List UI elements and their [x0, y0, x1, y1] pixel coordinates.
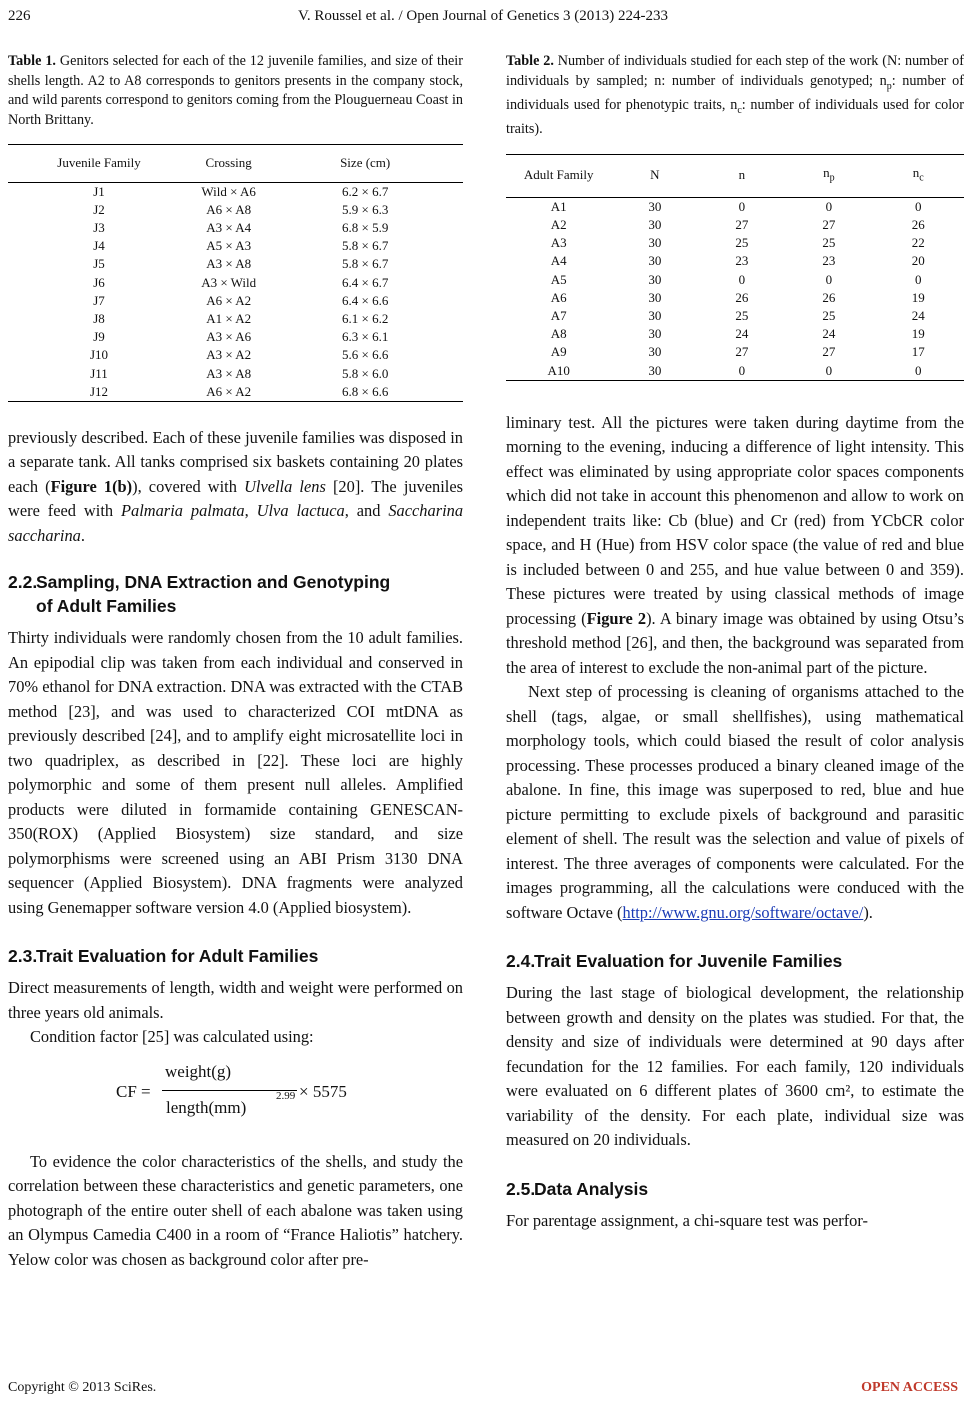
table2-label: Table 2.: [506, 53, 554, 69]
section-heading: 2.3.Trait Evaluation for Adult Families: [8, 946, 319, 967]
table-cell: A9: [550, 344, 567, 360]
table-cell: A4: [550, 253, 567, 269]
table1-header: Juvenile Family: [8, 145, 190, 183]
table-cell: 6.2 × 6.7: [342, 183, 389, 199]
table-cell: J9: [93, 329, 105, 345]
table-cell: A3 × A6: [206, 329, 252, 345]
table2-header: $n_c$: [872, 154, 964, 197]
table-row: [506, 343, 964, 361]
table-cell: 19: [911, 326, 925, 342]
table-cell: J5: [93, 256, 105, 272]
table-cell: 0: [738, 271, 746, 287]
left-column: [8, 52, 463, 1272]
open-access-label: OPEN ACCESS: [861, 1380, 958, 1395]
table-cell: A2: [550, 216, 567, 232]
table-cell: A6: [550, 289, 567, 305]
table-row: [506, 271, 964, 289]
table-cell: 26: [822, 289, 836, 305]
table-cell: 0: [825, 198, 833, 214]
right-column: [506, 52, 964, 1233]
table-cell: A3 × A4: [206, 219, 252, 235]
table-cell: A10: [506, 362, 611, 381]
table-cell: J6: [93, 274, 105, 290]
table-cell: 0: [914, 198, 922, 214]
table-row: [8, 201, 463, 219]
table-cell: J10: [89, 347, 109, 363]
running-header: [0, 8, 966, 30]
table2-header: Adult Family: [506, 154, 611, 197]
table-cell: A1 × A2: [206, 310, 252, 326]
table-cell: 30: [648, 271, 662, 287]
table-row: [8, 237, 463, 255]
table-cell: 6.8 × 6.6: [267, 383, 463, 402]
table-cell: J11: [90, 365, 108, 381]
table-cell: 30: [648, 307, 662, 323]
table-cell: J3: [93, 219, 105, 235]
page-number: 226: [8, 8, 31, 24]
table-cell: J2: [93, 201, 105, 217]
table-row: [8, 383, 463, 402]
table-row: [506, 216, 964, 234]
table-cell: J1: [93, 183, 105, 199]
table-cell: 0: [825, 271, 833, 287]
table-row: [506, 252, 964, 270]
table-row: [506, 307, 964, 325]
table1: [8, 144, 463, 402]
table1-label: Table 1.: [8, 53, 56, 69]
table-cell: A6 × A8: [206, 201, 252, 217]
table-cell: 24: [735, 326, 749, 342]
table-cell: 27: [735, 216, 749, 232]
table-cell: A3 × A2: [206, 347, 252, 363]
table-cell: A5: [550, 271, 567, 287]
paragraph: For parentage assignment, a chi-square test was perfor-: [506, 1210, 868, 1230]
table-cell: 22: [911, 235, 925, 251]
table-cell: 5.8 × 6.0: [342, 365, 389, 381]
table-cell: A3 × A8: [206, 256, 252, 272]
paragraph: Thirty individuals were randomly chosen from the 10 adult families. An epipodial clip was taken from each individual and conserved in 70% ethanol for DNA extraction. DNA was extracted with the CTAB method [23], and was used to characterized COI mtDNA as previously described [24], and to amplify eight microsatellite loci in two quadriplex, as described in [22]. These loci are highly polymorphic and some of them present null alleles. Amplified products were diluted in formamide containing GENESCAN-350(ROX) (Applied Biosystem) size standard, and size polymorphisms were screened using an ABI Prism 3130 DNA sequencer (Applied Biosystem). DNA fragments were analyzed using Genemapper software version 4.0 (Applied biosystem).: [8, 628, 463, 917]
table-cell: 30: [648, 326, 662, 342]
table2: [506, 154, 964, 381]
table-cell: 20: [911, 253, 925, 269]
table-row: [506, 197, 964, 216]
table-cell: 26: [911, 216, 925, 232]
table-cell: 19: [911, 289, 925, 305]
table-cell: 6.8 × 5.9: [342, 219, 389, 235]
table1-header: Size (cm): [267, 145, 463, 183]
table-cell: A7: [550, 307, 567, 323]
section-heading: 2.2.Sampling, DNA Extraction and Genotyping of Adult Families: [8, 572, 391, 617]
table-cell: 0: [738, 198, 746, 214]
table-cell: 30: [611, 362, 698, 381]
table2-caption: Table 2. Number of individuals studied for each step of the work (N: number of individuals by sampled; n: number of individuals genotyped; $n_p$: number of individuals used for phenotypic traits, $n_c$: number of individuals used for color traits).: [506, 53, 964, 138]
table1-header: Crossing: [190, 145, 267, 183]
table-row: [8, 292, 463, 310]
table-cell: A5 × A3: [206, 238, 252, 254]
octave-link[interactable]: http://www.gnu.org/software/octave/: [622, 902, 864, 922]
table-cell: 27: [735, 344, 749, 360]
paragraph: Direct measurements of length, width and weight were performed on three years old animals.: [8, 978, 463, 1022]
table-cell: 24: [911, 307, 925, 323]
table-cell: 0: [914, 271, 922, 287]
table-cell: 23: [822, 253, 836, 269]
paragraph: Condition factor [25] was calculated using:: [30, 1027, 314, 1047]
condition-factor-equation: CF = weight(g) length(mm) 2.99 × 5575: [116, 1061, 347, 1117]
table-cell: 25: [735, 307, 749, 323]
table-cell: 17: [911, 344, 925, 360]
table-row: [506, 325, 964, 343]
section-heading: 2.4.Trait Evaluation for Juvenile Families: [506, 951, 843, 972]
table-cell: 6.4 × 6.6: [342, 292, 389, 308]
table-cell: 25: [735, 235, 749, 251]
table-cell: A6 × A2: [206, 292, 252, 308]
table-cell: A1: [550, 198, 567, 214]
table-row: [8, 328, 463, 346]
table-cell: A3 × A8: [206, 365, 252, 381]
table-row: [8, 274, 463, 292]
table-cell: 27: [822, 216, 836, 232]
table-cell: 6.4 × 6.7: [342, 274, 389, 290]
table-cell: 30: [648, 344, 662, 360]
table-cell: J4: [93, 238, 105, 254]
table-cell: 23: [735, 253, 749, 269]
table-cell: 5.8 × 6.7: [342, 256, 389, 272]
table-cell: 0: [698, 362, 785, 381]
table-cell: 0: [872, 362, 964, 381]
paragraph: Next step of processing is cleaning of organisms attached to the shell (tags, algae, or small shellfishes), using mathematical morphology tools, which could biased the result of color analysis processing. These processes produced a binary cleaned image of the abalone. In fine, this image was superposed to red, blue and hue picture permitting to exclude pixels of background and parasitic element of shell. The result was the selection and value of pixels of interest. The three averages of components were calculated. For the images programming, all the calculations were conduced with the software Octave (http://www.gnu.org/software/octave/).: [506, 682, 964, 922]
table-row: [8, 219, 463, 237]
table-row: [506, 362, 964, 381]
table-cell: J7: [93, 292, 105, 308]
table-cell: 5.6 × 6.6: [342, 347, 389, 363]
paragraph: previously described. Each of these juvenile families was disposed in a separate tank. All tanks comprised six baskets containing 20 plates each (Figure 1(b)), covered with Ulvella lens [20]. The juveniles were feed with Palmaria palmata, Ulva lactuca, and Saccharina saccharina.: [8, 427, 464, 545]
section-heading: 2.5.Data Analysis: [506, 1178, 649, 1199]
table2-header: n: [698, 154, 785, 197]
table-cell: 6.3 × 6.1: [342, 329, 389, 345]
table-row: [8, 365, 463, 383]
table-cell: J12: [8, 383, 190, 402]
table-cell: 0: [785, 362, 872, 381]
table1-caption-text: Genitors selected for each of the 12 juvenile families, and size of their shells length. A2 to A8 corresponds to genitors presents in the company stock, and wild parents correspond to genitors coming from the Plouguerneau Coast in North Brittany.: [8, 53, 463, 128]
table-cell: 26: [735, 289, 749, 305]
table-row: [506, 234, 964, 252]
table-cell: A6 × A2: [190, 383, 267, 402]
table-cell: 30: [648, 235, 662, 251]
table-cell: A3 × Wild: [201, 274, 257, 290]
table-row: [8, 310, 463, 328]
table-cell: A3: [550, 235, 567, 251]
table2-header: $n_p$: [785, 154, 872, 197]
table-cell: 30: [648, 198, 662, 214]
table-row: [8, 346, 463, 364]
table-cell: 24: [822, 326, 836, 342]
paragraph: To evidence the color characteristics of the shells, and study the correlation between these characteristics and genetic parameters, one photograph of the entire outer shell of each abalone was taken using an Olympus Camedia C400 in a room of “France Haliotis” hatchery. Yelow color was chosen as background color after pre-: [8, 1151, 463, 1269]
table1-caption: [8, 52, 463, 130]
table-cell: 25: [822, 235, 836, 251]
figure-ref: Figure 2: [586, 608, 647, 628]
table2-header: N: [611, 154, 698, 197]
table-cell: 25: [822, 307, 836, 323]
table-cell: 6.1 × 6.2: [342, 310, 389, 326]
table-cell: Wild × A6: [201, 183, 256, 199]
figure-ref: Figure 1(b): [50, 476, 133, 496]
running-head: V. Roussel et al. / Open Journal of Genetics 3 (2013) 224-233: [297, 8, 669, 24]
paragraph: During the last stage of biological development, the relationship between growth and density on the plates was studied. For that, the density and size of individuals were determined at 90 days after fecundation for the 12 families. For each family, 120 individuals were evaluated on 6 different plates of 3600 cm², to estimate the variability of the density. For each plate, individual size was measured on 20 individuals.: [506, 983, 964, 1150]
table-cell: 27: [822, 344, 836, 360]
table-cell: 5.9 × 6.3: [342, 201, 389, 217]
table-cell: 5.8 × 6.7: [342, 238, 389, 254]
table-row: [8, 255, 463, 273]
table-cell: J8: [93, 310, 105, 326]
table-cell: A8: [550, 326, 567, 342]
table-row: [8, 182, 463, 201]
table-cell: 30: [648, 289, 662, 305]
table-row: [506, 289, 964, 307]
table-cell: 30: [648, 253, 662, 269]
table-cell: 30: [648, 216, 662, 232]
copyright: Copyright © 2013 SciRes.: [8, 1380, 157, 1395]
paragraph: liminary test. All the pictures were taken during daytime from the morning to the evening, inducing a difference of light intensity. This effect was eliminated by using appropriate color spaces components which did not take in account this phenomenon and allow to work on independent traits like: Cb (blue) and Cr (red) from YCbCR color space, and H (Hue) from HSV color space (the value of red and blue is included between 0 and 255, and hue value between 0 and 359). These pictures were treated by using classical methods of image processing (Figure 2). A binary image was obtained by using Otsu’s threshold method [26], and then, the background was separated from the area of interest to exclude the non-animal part of the picture.: [506, 412, 964, 677]
